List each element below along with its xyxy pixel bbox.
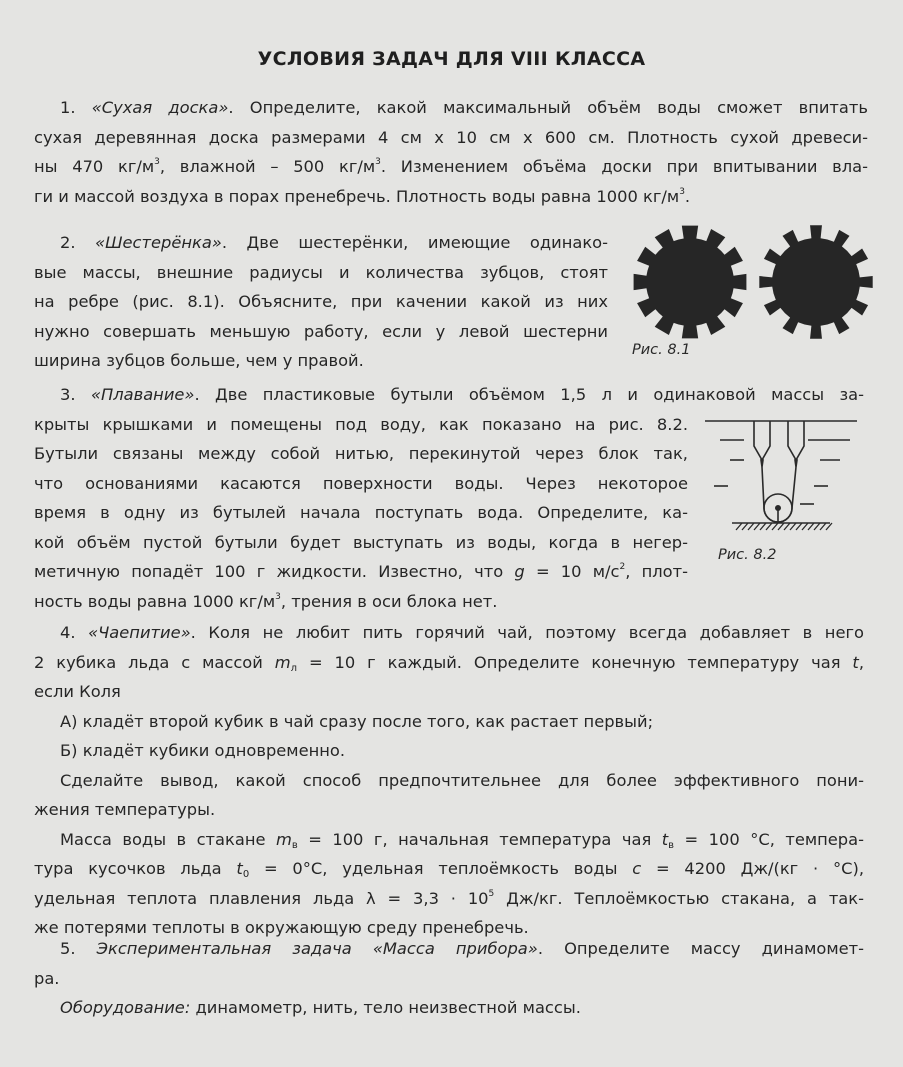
- symbol-t: t: [661, 829, 669, 849]
- problem-4-number: 4.: [60, 623, 76, 642]
- hatch-mark: [766, 523, 772, 530]
- hatch-mark: [736, 523, 742, 530]
- problem-3-line-7: [34, 557, 688, 587]
- text-fragment: = 10 г каждый. Определите конечную температуру чая: [297, 652, 853, 672]
- symbol-g: g: [514, 562, 525, 581]
- hatch-mark: [754, 523, 760, 530]
- problem-4-data-line-1: [34, 825, 864, 855]
- gear-body: [634, 226, 747, 339]
- problem-3-body: [34, 410, 688, 617]
- text-fragment: тура кусочков льда: [34, 859, 237, 878]
- problem-4-conclusion-line-2: жения температуры.: [34, 800, 216, 819]
- hatch-mark: [814, 523, 820, 530]
- text-fragment: .: [684, 186, 691, 206]
- problem-1-line-4: [34, 182, 868, 212]
- hatch-mark: [802, 523, 808, 530]
- hatch-mark: [760, 523, 766, 530]
- problem-3-text: . Две пластиковые бутыли объёмом 1,5 л и одинаковой массы за-: [194, 385, 864, 404]
- problem-1-line-3: [34, 152, 868, 182]
- symbol-t: t: [236, 859, 243, 878]
- text-fragment: , влажной – 500 кг/м: [159, 157, 376, 176]
- bottles-pulley-figure: [702, 412, 862, 542]
- problem-2-text: . Две шестерёнки, имеющие одинако-: [221, 233, 608, 252]
- hatch-mark: [808, 523, 814, 530]
- text-fragment: , плот-: [625, 562, 688, 581]
- problem-4-data-line-2: [34, 854, 864, 884]
- left-bottle-cap: [761, 460, 763, 467]
- symbol-c: c: [632, 859, 642, 878]
- problem-1-name: «Сухая доска»: [91, 98, 229, 117]
- problem-3-line-8: [34, 587, 688, 617]
- problem-2: [34, 228, 608, 376]
- problem-5-equipment: [34, 993, 864, 1023]
- ground-hatching: [736, 523, 832, 530]
- problem-4-conclusion-line-1: Сделайте вывод, какой способ предпочтительнее для более эффективного пони-: [60, 770, 864, 790]
- hatch-mark: [820, 523, 826, 530]
- text-fragment: ги и массой воздуха в порах пренебречь. Плотность воды равна 1000 кг/м: [34, 186, 680, 206]
- hatch-mark: [790, 523, 796, 530]
- symbol-t: t: [852, 652, 859, 672]
- problem-1: [34, 93, 868, 211]
- hatch-mark: [742, 523, 748, 530]
- subscript: в: [291, 839, 298, 851]
- problem-5-number: 5.: [60, 939, 76, 958]
- symbol-m: m: [275, 829, 292, 849]
- problem-5-line-2: ра.: [34, 968, 60, 988]
- right-bottle-cap: [795, 460, 797, 467]
- text-fragment: . Изменением объёма доски при впитывании вла-: [380, 157, 868, 176]
- problem-2-line-5: ширина зубцов больше, чем у правой.: [34, 351, 364, 370]
- superscript: 3: [275, 591, 281, 602]
- problem-2-line-3: на ребре (рис. 8.1). Объясните, при качении какой из них: [34, 292, 608, 311]
- subscript: 0: [242, 869, 250, 880]
- superscript: 5: [488, 888, 495, 899]
- problem-3-name: «Плавание»: [90, 385, 195, 404]
- problem-2-line-4: нужно совершать меньшую работу, если у левой шестерни: [34, 321, 608, 341]
- problem-4-option-a: А) кладёт второй кубик в чай сразу после того, как растает первый;: [60, 711, 654, 731]
- text-fragment: Дж/кг. Теплоёмкостью стакана, а так-: [494, 888, 864, 908]
- superscript: 3: [375, 157, 381, 167]
- right-gear-icon: [759, 225, 872, 338]
- equipment-label: Оборудование:: [60, 998, 191, 1017]
- problem-4-line-1: [34, 618, 864, 648]
- left-gear-icon: [634, 226, 747, 339]
- hatch-mark: [772, 523, 778, 530]
- text-fragment: = 4200 Дж/(кг · °С),: [641, 859, 864, 878]
- hatch-mark: [748, 523, 754, 530]
- page-title: УСЛОВИЯ ЗАДАЧ ДЛЯ VIII КЛАССА: [257, 48, 646, 70]
- problem-4-text: . Коля не любит пить горячий чай, поэтому всегда добавляет в него: [190, 623, 864, 642]
- subscript: л: [290, 662, 298, 674]
- problem-4-name: «Чаепитие»: [88, 623, 191, 642]
- text-fragment: , трения в оси блока нет.: [280, 591, 498, 611]
- problem-5: [34, 934, 864, 1023]
- superscript: 2: [619, 562, 626, 572]
- problem-4-line-3: если Коля: [34, 682, 121, 701]
- problem-4-data-line-4: же потерями теплоты в окружающую среду пренебречь.: [34, 918, 529, 937]
- figure-8-1-caption: Рис. 8.1: [632, 342, 691, 358]
- equipment-text: динамометр, нить, тело неизвестной массы.: [190, 998, 581, 1017]
- text-fragment: ,: [858, 652, 864, 672]
- problem-5-line-1: [34, 934, 864, 964]
- text-fragment: = 0°С, удельная теплоёмкость воды: [249, 859, 633, 878]
- problem-5-name: Экспериментальная задача «Масса прибора»: [96, 939, 538, 958]
- superscript: 3: [679, 186, 685, 197]
- subscript: в: [668, 839, 675, 851]
- gear-body: [759, 225, 872, 338]
- problem-4-line-2: [34, 648, 864, 678]
- figure-8-2-caption: Рис. 8.2: [718, 547, 777, 563]
- problem-2-line-2: вые массы, внешние радиусы и количества зубцов, стоят: [34, 262, 608, 282]
- problem-3-number: 3.: [60, 385, 76, 404]
- problem-3-line-2: крыты крышками и помещены под воду, как показано на рис. 8.2.: [34, 414, 688, 434]
- problem-1-line-2: сухая деревянная доска размерами 4 см х 10 см х 600 см. Плотность сухой древеси-: [34, 127, 868, 147]
- text-fragment: Масса воды в стакане: [60, 829, 276, 849]
- right-bottle-icon: [788, 421, 804, 460]
- symbol-m: m: [274, 652, 291, 672]
- text-fragment: ны 470 кг/м: [34, 157, 155, 176]
- problem-4: [34, 618, 864, 943]
- text-fragment: 2 кубика льда с массой: [34, 652, 275, 672]
- superscript: 3: [154, 157, 160, 167]
- text-fragment: = 100 г, начальная температура чая: [297, 829, 662, 849]
- left-bottle-icon: [754, 421, 770, 460]
- problem-2-line-1: [34, 228, 608, 258]
- hatch-mark: [778, 523, 784, 530]
- problem-3-line-6: кой объём пустой бутыли будет выступать из воды, когда в негер-: [34, 532, 688, 552]
- text-fragment: удельная теплота плавления льда λ = 3,3 · 10: [34, 888, 489, 908]
- hatch-mark: [784, 523, 790, 530]
- hatch-mark: [826, 523, 832, 530]
- problem-4-option-b: Б) кладёт кубики одновременно.: [60, 741, 346, 760]
- text-fragment: = 100 °С, темпера-: [674, 829, 864, 849]
- problem-1-line-1: [34, 93, 868, 123]
- text-fragment: = 10 м/с: [524, 562, 620, 581]
- problem-4-data-line-3: [34, 884, 864, 914]
- gears-figure: [628, 222, 878, 342]
- problem-2-name: «Шестерёнка»: [95, 233, 222, 252]
- problem-1-text: . Определите, какой максимальный объём воды сможет впитать: [228, 98, 868, 117]
- problem-5-text: . Определите массу динамомет-: [537, 939, 864, 958]
- problem-3-line-3: Бутыли связаны между собой нитью, перекинутой через блок так,: [34, 444, 688, 463]
- text-fragment: метичную попадёт 100 г жидкости. Известно, что: [34, 562, 515, 581]
- problem-1-number: 1.: [60, 98, 76, 117]
- text-fragment: ность воды равна 1000 кг/м: [34, 591, 276, 611]
- hatch-mark: [796, 523, 802, 530]
- problem-2-number: 2.: [60, 233, 76, 252]
- problem-3-line-1: [34, 380, 864, 410]
- problem-3: [34, 380, 864, 410]
- problem-3-line-5: время в одну из бутылей начала поступать вода. Определите, ка-: [34, 503, 688, 522]
- problem-3-line-4: что основаниями касаются поверхности воды. Через некоторое: [34, 473, 688, 493]
